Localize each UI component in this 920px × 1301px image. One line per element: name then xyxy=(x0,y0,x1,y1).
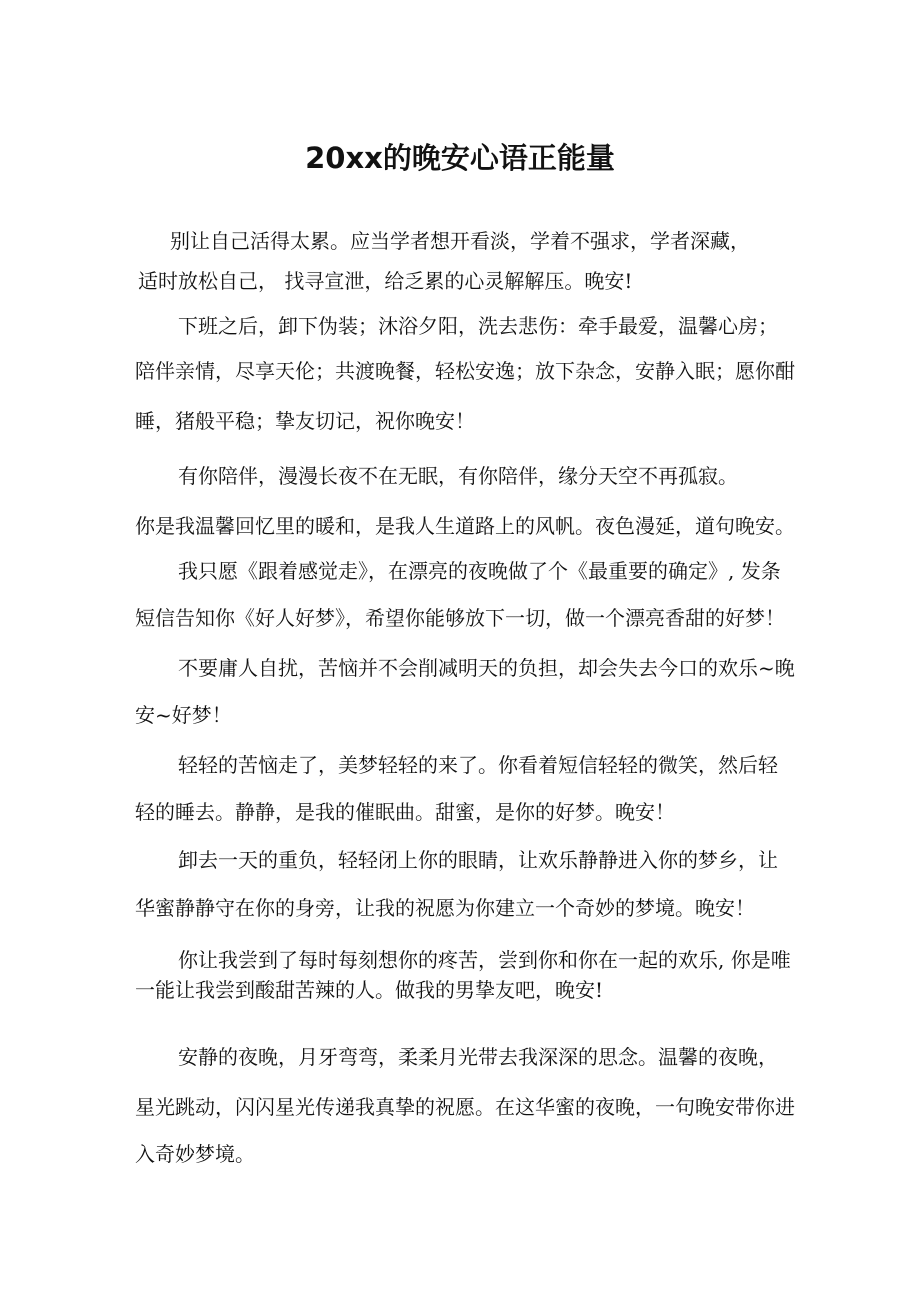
text-line-12: 轻轻的苦恼走了，美梦轻轻的来了。你看着短信轻轻的微笑，然后轻 xyxy=(178,753,778,777)
document-title: 20xx的晚安心语正能量 xyxy=(305,141,615,175)
text-line-20: 入奇妙梦境。 xyxy=(135,1142,255,1166)
text-line-16: 你让我尝到了每时每刻想你的疼苦，尝到你和你在一起的欢乐, 你是唯 xyxy=(178,948,791,972)
text-line-4: 陪伴亲情，尽享天伦；共渡晚餐，轻松安逸；放下杂念，安静入眠；愿你酣 xyxy=(135,359,795,383)
text-line-6: 有你陪伴，漫漫长夜不在无眠，有你陪伴，缘分天空不再孤寂。 xyxy=(178,464,738,488)
text-line-11: 安~好梦！ xyxy=(135,703,232,727)
text-line-17: 一能让我尝到酸甜苦辣的人。做我的男挚友吧，晚安! xyxy=(135,978,604,1002)
text-line-5: 睡，猪般平稳；挚友切记，祝你晚安！ xyxy=(135,409,475,433)
text-line-1: 别让自己活得太累。应当学者想开看淡，学着不强求，学者深藏， xyxy=(170,229,750,253)
text-line-19: 星光跳动，闪闪星光传递我真挚的祝愿。在这华蜜的夜晚，一句晚安带你进 xyxy=(135,1095,795,1119)
text-line-8: 我只愿《跟着感觉走》，在漂亮的夜晚做了个《最重要的确定》, 发条 xyxy=(178,559,781,583)
text-line-2: 适时放松自己， 找寻宣泄，给乏累的心灵解解压。晚安! xyxy=(138,269,633,293)
text-line-13: 轻的睡去。静静，是我的催眠曲。甜蜜，是你的好梦。晚安！ xyxy=(135,800,675,824)
text-line-9: 短信告知你《好人好梦》，希望你能够放下一切，做一个漂亮香甜的好梦！ xyxy=(135,606,785,630)
text-line-14: 卸去一天的重负，轻轻闭上你的眼睛，让欢乐静静进入你的梦乡，让 xyxy=(178,848,778,872)
text-line-15: 华蜜静静守在你的身旁，让我的祝愿为你建立一个奇妙的梦境。晚安！ xyxy=(135,896,755,920)
text-line-3: 下班之后，卸下伪装；沐浴夕阳，洗去悲伤：牵手最爱，温馨心房； xyxy=(178,314,778,338)
text-line-18: 安静的夜晚，月牙弯弯，柔柔月光带去我深深的思念。温馨的夜晚， xyxy=(178,1045,778,1069)
text-line-7: 你是我温馨回忆里的暖和，是我人生道路上的风帆。夜色漫延，道句晚安。 xyxy=(135,514,795,538)
text-line-10: 不要庸人自扰，苦恼并不会削减明天的负担，却会失去今口的欢乐~晚 xyxy=(178,656,795,680)
